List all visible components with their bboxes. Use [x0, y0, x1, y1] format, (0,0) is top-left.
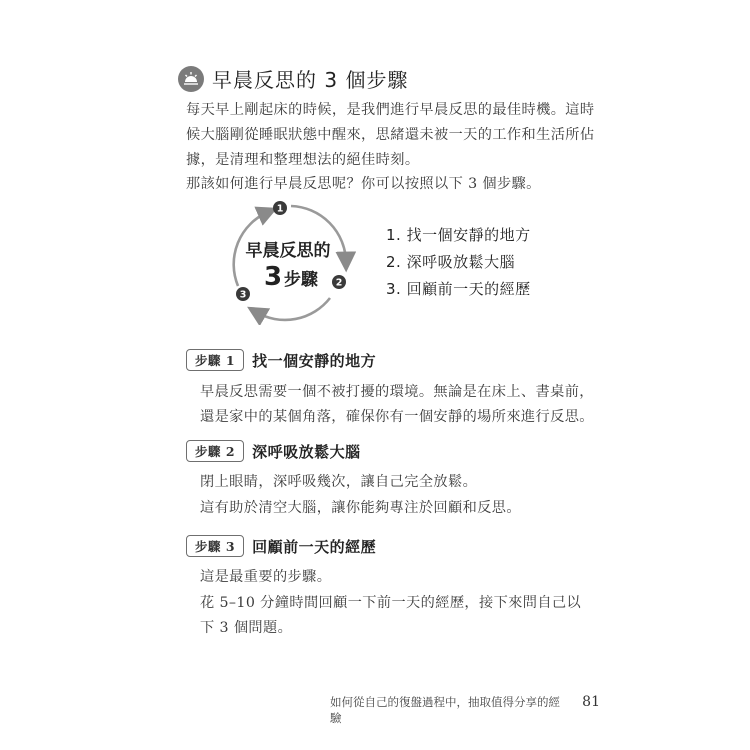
step-summary-list	[386, 222, 531, 303]
svg-text:1: 1	[276, 203, 284, 215]
diagram-title-suffix: 步驟	[284, 270, 319, 290]
step-3-paragraph-1: 這是最重要的步驟。	[200, 569, 332, 585]
step-3-title: 回顧前一天的經歷	[252, 537, 377, 556]
svg-text:3: 3	[239, 289, 247, 301]
diagram-title-line2	[236, 262, 346, 292]
step-3-paragraph-2: 花 5–10 分鐘時間回顧一下前一天的經歷，接下來問自己以下 3 個問題。	[200, 595, 582, 636]
step-3-tag: 步驟 3	[186, 535, 244, 557]
step-2-paragraph-1: 閉上眼睛，深呼吸幾次，讓自己完全放鬆。	[200, 474, 478, 490]
step-1-header	[186, 349, 376, 371]
step-2-title: 深呼吸放鬆大腦	[252, 442, 361, 461]
steps-cycle-diagram	[228, 200, 358, 325]
step-1-title: 找一個安靜的地方	[252, 351, 377, 370]
sunrise-icon	[178, 66, 204, 92]
intro-paragraph-2: 那該如何進行早晨反思呢？你可以按照以下 3 個步驟。	[186, 176, 541, 192]
step-summary-item-1: 1. 找一個安靜的地方	[386, 226, 531, 244]
step-1-tag: 步驟 1	[186, 349, 244, 371]
cycle-marker-1	[273, 201, 287, 215]
step-1-paragraph: 早晨反思需要一個不被打擾的環境。無論是在床上、書桌前，還是家中的某個角落，確保你有一個安靜的場所來進行反思。	[200, 384, 594, 425]
diagram-title-number: 3	[263, 262, 283, 292]
step-summary-item-3: 3. 回顧前一天的經歷	[386, 280, 531, 298]
step-summary-item-2: 2. 深呼吸放鬆大腦	[386, 253, 516, 271]
step-2-paragraph-2: 這有助於清空大腦，讓你能夠專注於回顧和反思。	[200, 500, 521, 516]
step-2-header	[186, 440, 361, 462]
cycle-arrow-2	[256, 298, 330, 320]
page-footer	[330, 694, 600, 726]
section-header	[178, 64, 408, 93]
svg-text:2: 2	[335, 277, 343, 289]
step-2-tag: 步驟 2	[186, 440, 244, 462]
running-title: 如何從自己的復盤過程中，抽取值得分享的經驗	[330, 695, 560, 725]
step-3-header	[186, 535, 376, 557]
page-number: 81	[582, 694, 600, 710]
intro-paragraph-1: 每天早上剛起床的時候，是我們進行早晨反思的最佳時機。這時候大腦剛從睡眠狀態中醒來，思緒還未被一天的工作和生活所佔據，是清理和整理想法的絕佳時刻。	[186, 102, 595, 168]
section-title: 早晨反思的 3 個步驟	[212, 68, 409, 92]
diagram-title-line1: 早晨反思的	[245, 241, 331, 261]
